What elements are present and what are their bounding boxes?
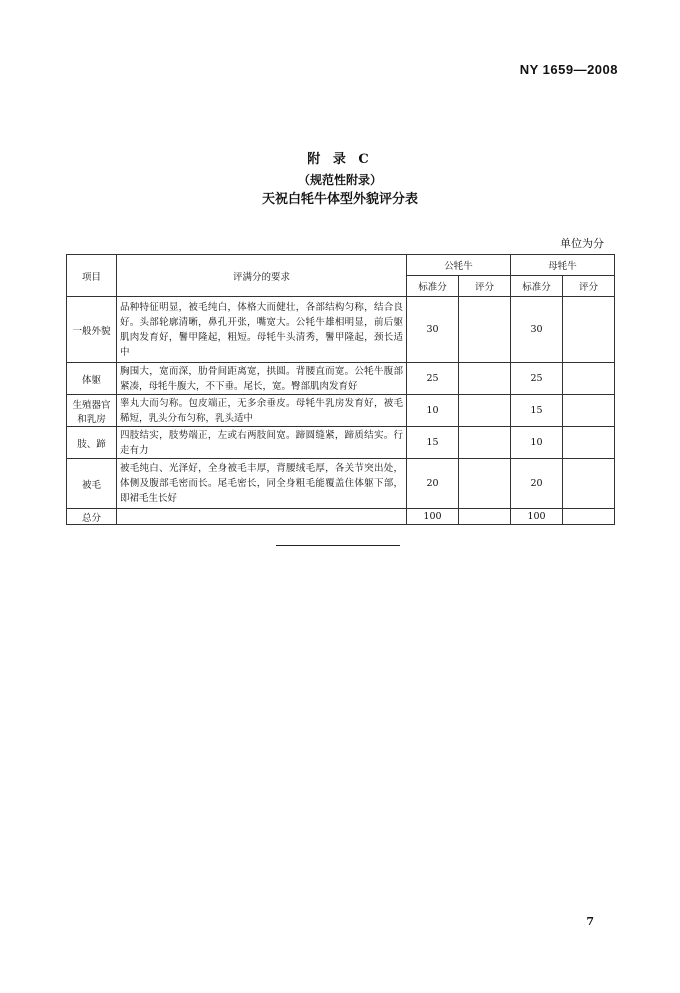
end-separator-line [276,545,400,546]
score-table [66,254,615,525]
total-requirement [117,509,407,525]
row-requirement: 睾丸大而匀称。包皮端正，无多余垂皮。母牦牛乳房发育好，被毛稀短，乳头分布匀称，乳头适中 [117,395,407,427]
row-female-score [563,297,615,363]
table-row [67,363,615,395]
row-male-score [459,395,511,427]
total-row [67,509,615,525]
row-female-std: 30 [511,297,563,363]
appendix-nature: （规范性附录） [297,173,382,187]
row-male-score [459,427,511,459]
table-row [67,297,615,363]
row-female-std: 25 [511,363,563,395]
header-male-score: 评分 [459,276,511,297]
standard-number: NY 1659—2008 [519,62,618,77]
row-male-std: 20 [407,459,459,509]
page-number: 7 [586,915,594,928]
row-female-std: 15 [511,395,563,427]
row-requirement: 胸围大，宽而深，肋骨间距离宽，拱圆。背腰直而宽。公牦牛腹部紧凑，母牦牛腹大，不下垂。尾长，宽。臀部肌肉发育好 [117,363,407,395]
row-female-std: 10 [511,427,563,459]
table-row [67,459,615,509]
row-female-score [563,395,615,427]
appendix-title: 天祝白牦牛体型外貌评分表 [261,192,418,207]
total-male-std: 100 [407,509,459,525]
header-item: 项目 [67,255,117,297]
appendix-title-block [0,150,680,210]
unit-note: 单位为分 [560,237,604,250]
appendix-label: 附 录 C [307,152,373,167]
row-female-score [563,427,615,459]
row-item: 一般外貌 [67,297,117,363]
row-male-score [459,363,511,395]
header-female: 母牦牛 [511,255,615,276]
row-male-std: 10 [407,395,459,427]
row-requirement: 被毛纯白、光泽好，全身被毛丰厚，背腰绒毛厚，各关节突出处，体侧及腹部毛密而长。尾毛密长，同全身粗毛能覆盖住体躯下部，即裙毛生长好 [117,459,407,509]
total-female-score [563,509,615,525]
row-item: 生殖器官和乳房 [67,395,117,427]
row-requirement: 品种特征明显，被毛纯白，体格大而健壮，各部结构匀称，结合良好。头部轮廓清晰，鼻孔开张，嘴宽大。公牦牛雄相明显，前后躯肌肉发育好，鬐甲隆起，粗短。母牦牛头清秀，鬐甲隆起，颈长适中 [117,297,407,363]
table-row [67,395,615,427]
table-row [67,427,615,459]
row-female-score [563,459,615,509]
total-female-std: 100 [511,509,563,525]
row-male-std: 30 [407,297,459,363]
row-male-std: 15 [407,427,459,459]
row-female-std: 20 [511,459,563,509]
header-male: 公牦牛 [407,255,511,276]
row-item: 体躯 [67,363,117,395]
total-male-score [459,509,511,525]
header-male-std: 标准分 [407,276,459,297]
header-requirement: 评满分的要求 [117,255,407,297]
header-female-std: 标准分 [511,276,563,297]
table-header-row [67,255,615,276]
row-item: 肢、蹄 [67,427,117,459]
row-female-score [563,363,615,395]
row-male-score [459,297,511,363]
row-male-score [459,459,511,509]
total-label: 总分 [67,509,117,525]
row-male-std: 25 [407,363,459,395]
row-item: 被毛 [67,459,117,509]
row-requirement: 四肢结实，肢势端正，左或右两肢间宽。蹄圆缝紧，蹄质结实。行走有力 [117,427,407,459]
header-female-score: 评分 [563,276,615,297]
